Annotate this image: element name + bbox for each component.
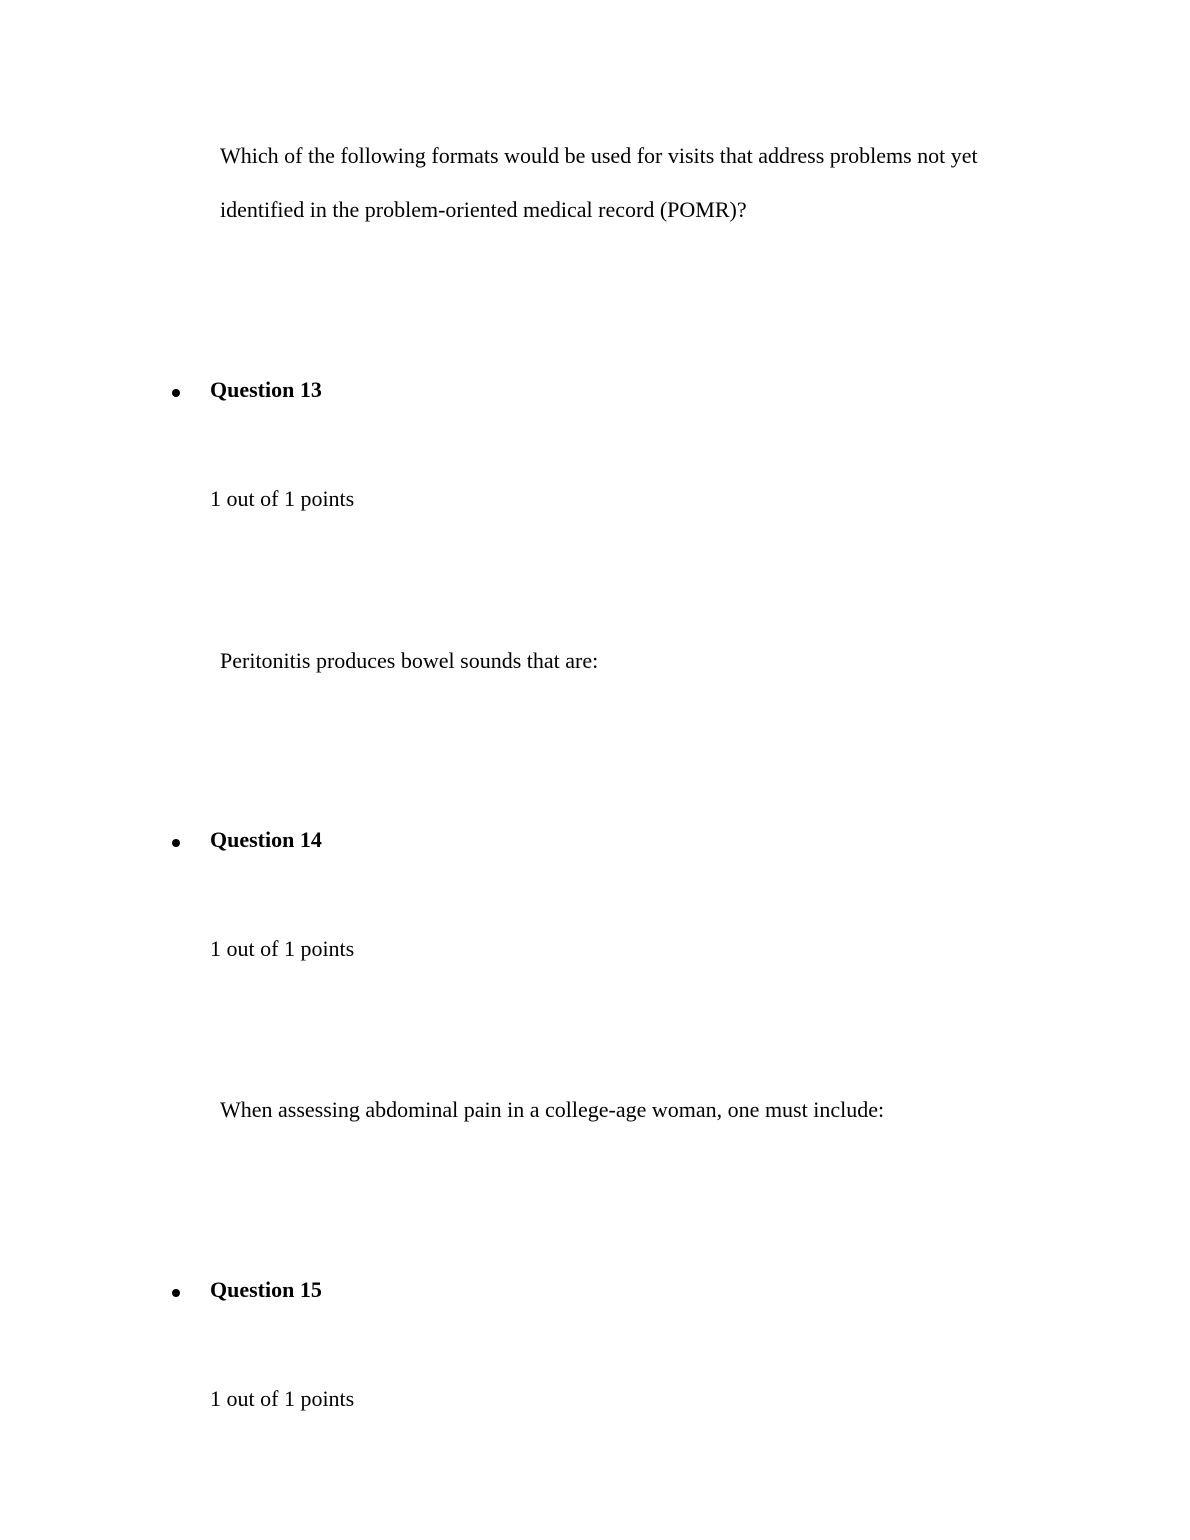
bullet-icon xyxy=(172,389,180,397)
question-text: Peritonitis produces bowel sounds that are: xyxy=(220,648,599,673)
points-score: 1 out of 1 points xyxy=(210,1386,355,1411)
points-score: 1 out of 1 points xyxy=(210,936,355,961)
bullet-icon xyxy=(172,839,180,847)
question-text-line: Which of the following formats would be used for visits that address problems not yet xyxy=(220,143,978,168)
bullet-icon xyxy=(172,1289,180,1297)
question-heading: Question 15 xyxy=(210,1277,322,1302)
question-heading: Question 14 xyxy=(210,827,322,852)
question-heading: Question 13 xyxy=(210,377,322,402)
question-text-line: identified in the problem-oriented medical record (POMR)? xyxy=(220,197,747,222)
question-text: When assessing abdominal pain in a college-age woman, one must include: xyxy=(220,1097,885,1122)
points-score: 1 out of 1 points xyxy=(210,486,355,511)
